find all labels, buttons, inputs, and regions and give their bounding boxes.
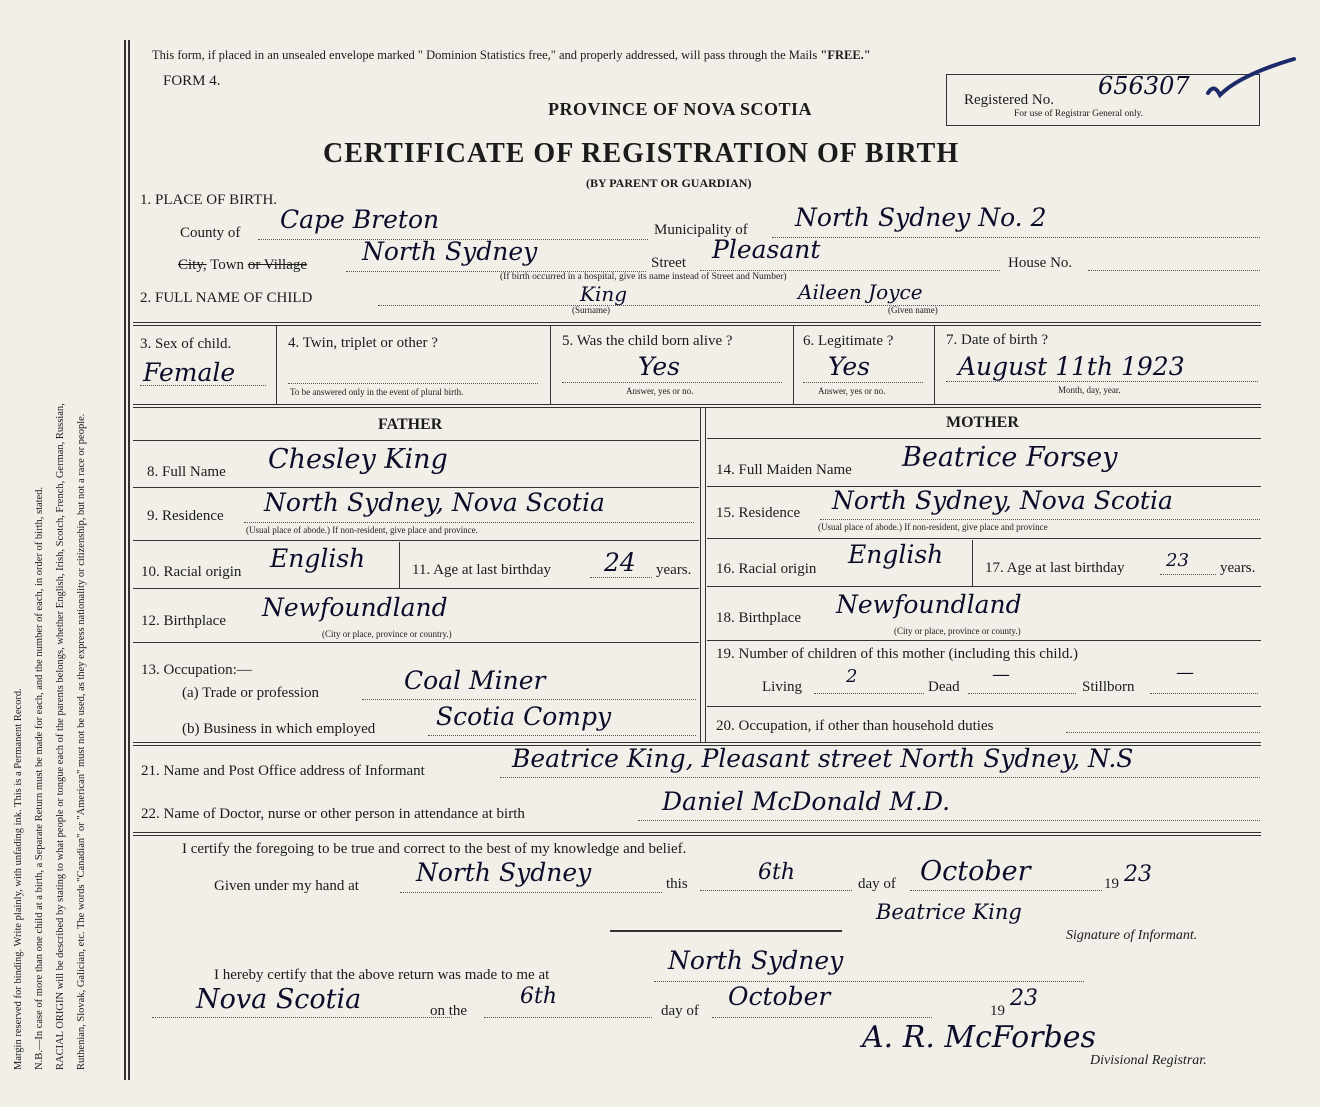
child-surname-value: King xyxy=(580,282,628,306)
mother-age-label: 17. Age at last birthday xyxy=(985,560,1125,576)
margin-note: RACIAL ORIGIN will be described by stating to what people or tongue each of the parents belongs, whether English, Irish, Scotch, French, German, Russian, xyxy=(55,403,66,1070)
legitimate-label: 6. Legitimate ? xyxy=(803,333,894,349)
given-year-prefix: 19 xyxy=(1104,876,1119,892)
registrar-month-value: October xyxy=(728,982,831,1011)
dob-note: Month, day, year. xyxy=(1058,385,1121,395)
registrar-signature: A. R. McForbes xyxy=(862,1020,1096,1055)
doctor-label: 22. Name of Doctor, nurse or other person in attendance at birth xyxy=(141,806,525,822)
legitimate-value: Yes xyxy=(828,352,870,381)
dob-value: August 11th 1923 xyxy=(958,352,1185,381)
given-month-value: October xyxy=(920,856,1031,887)
alive-value: Yes xyxy=(638,352,680,381)
certificate-subtitle: (BY PARENT OR GUARDIAN) xyxy=(586,176,752,190)
business-label: (b) Business in which employed xyxy=(182,721,376,737)
father-birthplace-value: Newfoundland xyxy=(262,593,448,622)
child-name-label: 2. FULL NAME OF CHILD xyxy=(140,290,313,306)
mother-race-label: 16. Racial origin xyxy=(716,561,817,577)
given-day-value: 6th xyxy=(758,860,796,885)
occupation-label: 13. Occupation:— xyxy=(141,662,252,678)
mother-birthplace-label: 18. Birthplace xyxy=(716,610,801,626)
province-heading: PROVINCE OF NOVA SCOTIA xyxy=(548,99,813,119)
registrar-statement: I hereby certify that the above return was made to me at xyxy=(214,967,550,983)
mother-residence-label: 15. Residence xyxy=(716,505,801,521)
father-race-value: English xyxy=(270,544,366,573)
given-year-value: 23 xyxy=(1124,862,1152,887)
informant-value: Beatrice King, Pleasant street North Sydney, N.S xyxy=(512,744,1134,773)
this-label: this xyxy=(666,876,688,892)
mother-race-value: English xyxy=(848,540,944,569)
trade-value: Coal Miner xyxy=(404,666,546,695)
street-label: Street xyxy=(651,255,686,271)
dead-value: — xyxy=(992,664,1010,685)
mother-years-label: years. xyxy=(1220,560,1256,576)
legitimate-note: Answer, yes or no. xyxy=(818,386,886,396)
twin-label: 4. Twin, triplet or other ? xyxy=(288,335,438,351)
municipality-value: North Sydney No. 2 xyxy=(795,203,1047,232)
child-given-value: Aileen Joyce xyxy=(798,280,923,304)
signature-label: Signature of Informant. xyxy=(1066,928,1198,943)
checkmark-icon xyxy=(1200,55,1300,105)
mother-birthplace-note: (City or place, province or county.) xyxy=(894,626,1021,636)
mother-name-label: 14. Full Maiden Name xyxy=(716,462,852,478)
stillborn-label: Stillborn xyxy=(1082,679,1135,695)
registrar-province-value: Nova Scotia xyxy=(196,984,362,1015)
town-labels: City, Town or Village xyxy=(178,257,308,273)
father-age-label: 11. Age at last birthday xyxy=(412,562,551,578)
margin-notes xyxy=(8,30,92,1070)
father-heading: FATHER xyxy=(378,416,443,433)
dob-label: 7. Date of birth ? xyxy=(946,332,1049,348)
informant-signature: Beatrice King xyxy=(876,900,1022,924)
registrar-day-value: 6th xyxy=(520,984,558,1009)
dead-label: Dead xyxy=(928,679,960,695)
business-value: Scotia Compy xyxy=(436,702,612,731)
margin-note: Ruthenian, Slovak, Galician, etc. The words "Canadian" or "American" must not be used, as they express nationality or citizenship, but not a race or people. xyxy=(76,413,87,1070)
registrar-year-prefix: 19 xyxy=(990,1003,1005,1019)
twin-note: To be answered only in the event of plural birth. xyxy=(290,387,464,397)
form-number: FORM 4. xyxy=(163,73,221,89)
sex-label: 3. Sex of child. xyxy=(140,336,232,352)
registrar-place-value: North Sydney xyxy=(668,946,844,975)
sex-value: Female xyxy=(143,358,236,387)
father-years-label: years. xyxy=(656,562,692,578)
stillborn-value: — xyxy=(1176,662,1194,683)
father-birthplace-label: 12. Birthplace xyxy=(141,613,226,629)
surname-note: (Surname) xyxy=(572,305,610,315)
street-value: Pleasant xyxy=(712,235,821,264)
father-age-value: 24 xyxy=(604,548,636,577)
living-value: 2 xyxy=(846,666,858,687)
father-name-value: Chesley King xyxy=(268,444,448,475)
registered-label: Registered No. xyxy=(964,92,1054,108)
father-name-label: 8. Full Name xyxy=(147,464,226,480)
margin-note: Margin reserved for binding. Write plainly, with unfading ink. This is a Permanent Record. xyxy=(13,688,24,1070)
mail-notice: This form, if placed in an unsealed envelope marked " Dominion Statistics free," and properly addressed, will pass through the Mails "FREE." xyxy=(152,48,871,62)
mother-children-label: 19. Number of children of this mother (including this child.) xyxy=(716,646,1079,662)
given-place-value: North Sydney xyxy=(416,858,592,887)
alive-note: Answer, yes or no. xyxy=(626,386,694,396)
county-value: Cape Breton xyxy=(280,205,440,234)
mother-name-value: Beatrice Forsey xyxy=(902,442,1118,473)
registrar-dayof-label: day of xyxy=(661,1003,699,1019)
margin-note: N.B.—In case of more than one child at a birth, a Separate Return must be made for each, and the number of each, in order of birth, stated. xyxy=(34,486,45,1070)
house-label: House No. xyxy=(1008,255,1073,271)
doctor-value: Daniel McDonald M.D. xyxy=(662,787,951,816)
mother-residence-value: North Sydney, Nova Scotia xyxy=(832,486,1173,515)
place-heading: 1. PLACE OF BIRTH. xyxy=(140,192,278,208)
county-label: County of xyxy=(180,225,241,241)
street-note: (If birth occurred in a hospital, give its name instead of Street and Number) xyxy=(500,272,787,282)
on-the-label: on the xyxy=(430,1003,468,1019)
father-birthplace-note: (City or place, province or country.) xyxy=(322,629,452,639)
father-residence-value: North Sydney, Nova Scotia xyxy=(264,488,605,517)
registrar-signature-label: Divisional Registrar. xyxy=(1090,1053,1207,1068)
mother-age-value: 23 xyxy=(1166,550,1189,571)
mother-occupation-label: 20. Occupation, if other than household duties xyxy=(716,718,994,734)
father-residence-note: (Usual place of abode.) If non-resident, give place and province. xyxy=(246,525,478,535)
town-value: North Sydney xyxy=(362,237,538,266)
given-note: (Given name) xyxy=(888,305,938,315)
father-race-label: 10. Racial origin xyxy=(141,564,242,580)
mother-residence-note: (Usual place of abode.) If non-resident, give place and province xyxy=(818,522,1048,532)
trade-label: (a) Trade or profession xyxy=(182,685,320,701)
registered-value: 656307 xyxy=(1098,72,1190,100)
certificate-title: CERTIFICATE OF REGISTRATION OF BIRTH xyxy=(323,138,960,169)
living-label: Living xyxy=(762,679,802,695)
registrar-note: For use of Registrar General only. xyxy=(1014,109,1144,119)
municipality-label: Municipality of xyxy=(654,222,748,238)
mother-birthplace-value: Newfoundland xyxy=(836,590,1022,619)
alive-label: 5. Was the child born alive ? xyxy=(562,333,733,349)
father-residence-label: 9. Residence xyxy=(147,508,224,524)
given-dayof-label: day of xyxy=(858,876,896,892)
mother-heading: MOTHER xyxy=(946,414,1019,431)
certify-statement: I certify the foregoing to be true and correct to the best of my knowledge and belief. xyxy=(182,841,687,857)
registrar-year-value: 23 xyxy=(1010,986,1038,1011)
given-label: Given under my hand at xyxy=(214,878,359,894)
informant-label: 21. Name and Post Office address of Informant xyxy=(141,763,425,779)
